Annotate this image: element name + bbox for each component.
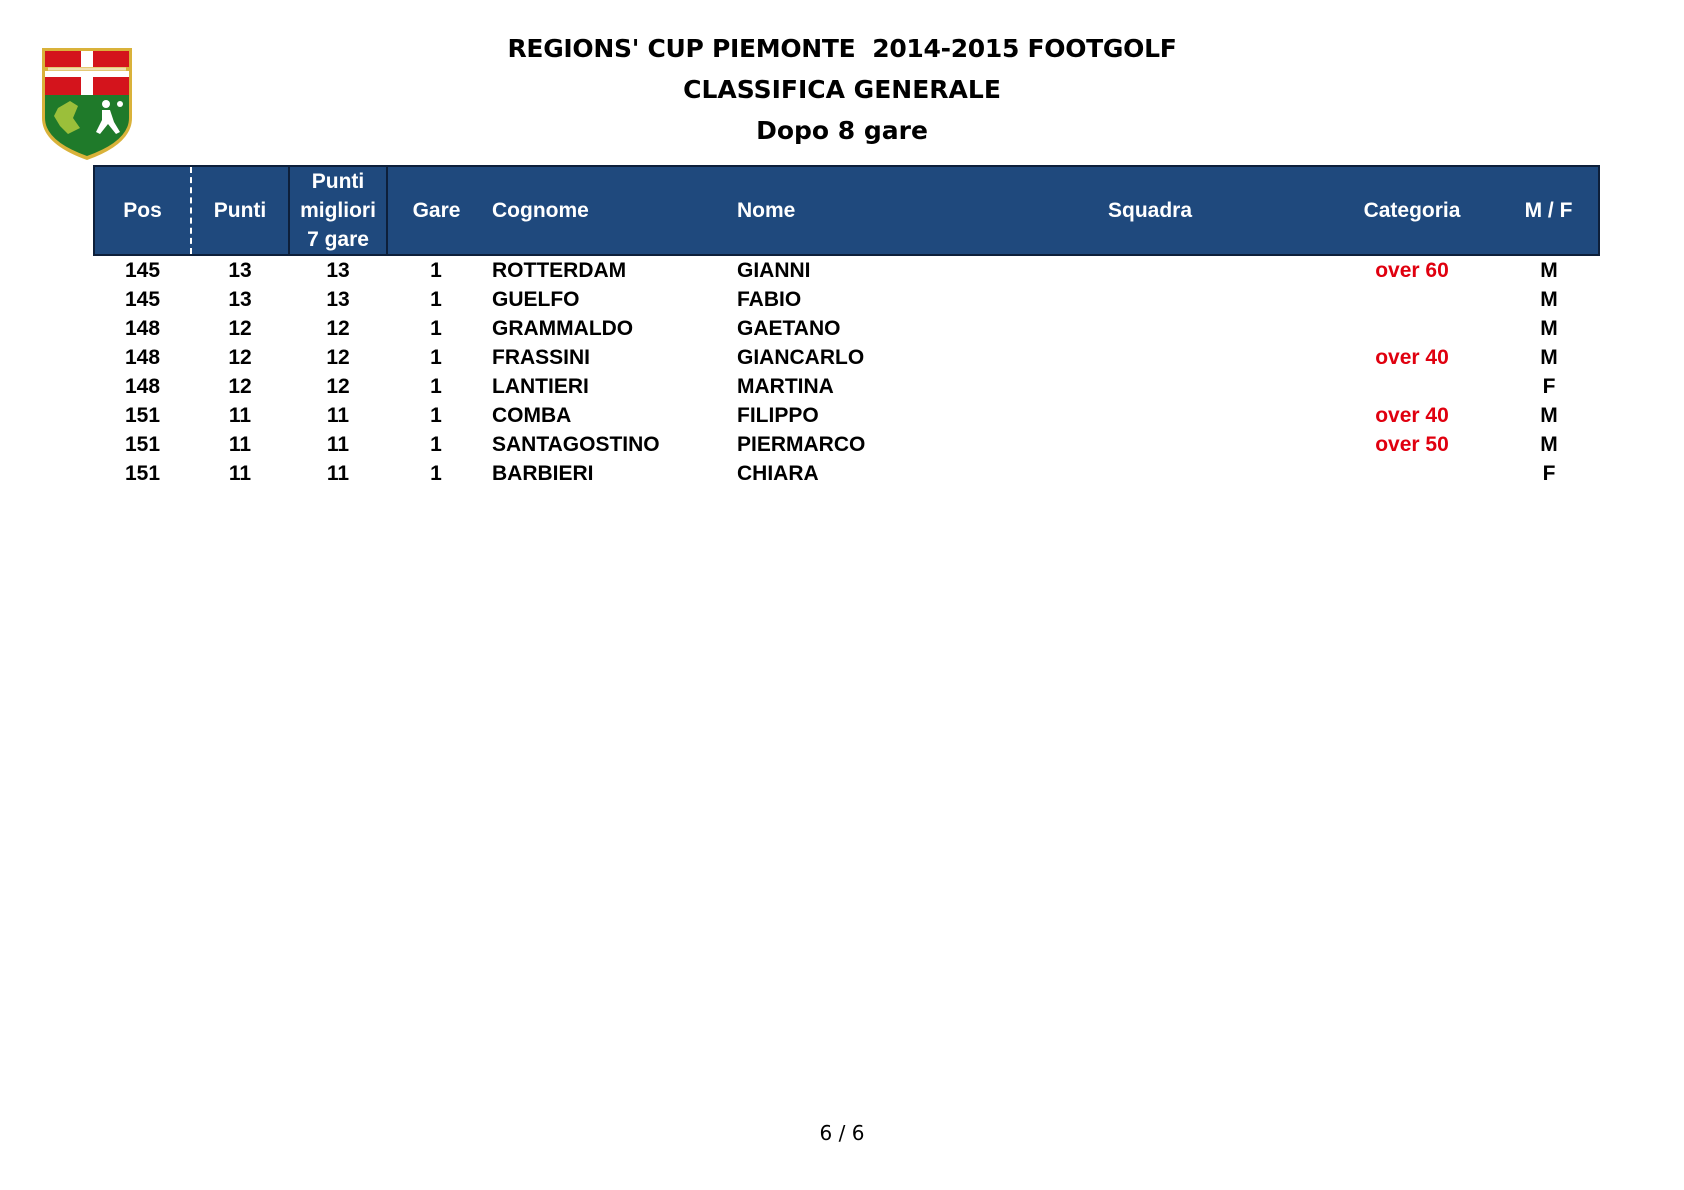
cell-squadra — [975, 314, 1325, 343]
cell-squadra — [975, 372, 1325, 401]
cell-categoria: over 40 — [1375, 346, 1449, 369]
cell-cognome: BARBIERI — [492, 462, 594, 485]
cell-nome: GIANNI — [737, 259, 811, 282]
cell-cognome: GUELFO — [492, 288, 580, 311]
table-row — [94, 255, 1599, 285]
cell-nome: GIANCARLO — [737, 346, 865, 369]
table-row — [94, 285, 1599, 314]
cell-mf: M — [1540, 317, 1558, 340]
col-header-punti-migliori-line3: 7 gare — [307, 228, 369, 251]
cell-punti-migliori: 11 — [326, 433, 350, 456]
col-header-pos: Pos — [94, 166, 191, 255]
cell-mf: F — [1542, 375, 1556, 398]
page-number: 6 / 6 — [819, 1121, 865, 1145]
cell-pos: 148 — [124, 375, 161, 398]
col-header-cognome: Cognome — [485, 166, 730, 255]
cell-cognome: LANTIERI — [492, 375, 589, 398]
cell-mf: M — [1540, 433, 1558, 456]
cell-punti: 12 — [228, 375, 252, 398]
cell-nome: FILIPPO — [737, 404, 819, 427]
cell-pos: 145 — [124, 288, 161, 311]
cell-squadra — [975, 401, 1325, 430]
cell-punti-migliori: 11 — [326, 404, 350, 427]
cell-squadra — [975, 459, 1325, 488]
cell-cognome: FRASSINI — [492, 346, 591, 369]
col-header-punti-migliori — [289, 166, 387, 255]
cell-gare: 1 — [430, 375, 442, 398]
cell-nome: CHIARA — [737, 462, 819, 485]
cell-punti-migliori: 11 — [326, 462, 350, 485]
cell-categoria — [1325, 459, 1499, 488]
cell-nome: MARTINA — [737, 375, 834, 398]
cell-squadra — [975, 255, 1325, 285]
col-header-mf: M / F — [1499, 166, 1599, 255]
cell-categoria — [1325, 314, 1499, 343]
cell-punti-migliori: 12 — [326, 375, 350, 398]
cell-punti: 13 — [228, 288, 252, 311]
cell-mf: M — [1540, 288, 1558, 311]
cell-nome: GAETANO — [737, 317, 841, 340]
col-header-nome: Nome — [730, 166, 975, 255]
cell-pos: 151 — [124, 433, 161, 456]
cell-categoria: over 60 — [1375, 259, 1449, 282]
cell-categoria — [1325, 372, 1499, 401]
cell-gare: 1 — [430, 288, 442, 311]
cell-gare: 1 — [430, 317, 442, 340]
subtitle-dopo-gare: Dopo 8 gare — [756, 116, 928, 145]
cell-squadra — [975, 430, 1325, 459]
cell-nome: FABIO — [737, 288, 802, 311]
cell-categoria: over 40 — [1375, 404, 1449, 427]
table-row — [94, 372, 1599, 401]
cell-cognome: COMBA — [492, 404, 572, 427]
cell-gare: 1 — [430, 404, 442, 427]
main-title: REGIONS' CUP PIEMONTE 2014-2015 FOOTGOLF — [507, 34, 1177, 63]
cell-nome: PIERMARCO — [737, 433, 866, 456]
cell-punti-migliori: 12 — [326, 346, 350, 369]
cell-mf: F — [1542, 462, 1556, 485]
col-header-squadra: Squadra — [975, 166, 1325, 255]
cell-cognome: SANTAGOSTINO — [492, 433, 660, 456]
col-header-punti: Punti — [191, 166, 289, 255]
cell-squadra — [975, 343, 1325, 372]
table-row — [94, 314, 1599, 343]
cell-punti-migliori: 13 — [326, 259, 350, 282]
cell-punti-migliori: 12 — [326, 317, 350, 340]
cell-mf: M — [1540, 259, 1558, 282]
table-row — [94, 401, 1599, 430]
cell-gare: 1 — [430, 462, 442, 485]
cell-gare: 1 — [430, 259, 442, 282]
cell-punti: 11 — [228, 433, 252, 456]
cell-pos: 148 — [124, 317, 161, 340]
cell-mf: M — [1540, 346, 1558, 369]
cell-punti: 13 — [228, 259, 252, 282]
col-header-categoria: Categoria — [1325, 166, 1499, 255]
cell-pos: 148 — [124, 346, 161, 369]
document-header — [0, 28, 1684, 151]
cell-cognome: ROTTERDAM — [492, 259, 627, 282]
cell-squadra — [975, 285, 1325, 314]
col-header-punti-migliori-line2: migliori — [300, 199, 376, 222]
col-header-punti-migliori-line1: Punti — [311, 170, 365, 193]
cell-pos: 145 — [124, 259, 161, 282]
cell-punti: 11 — [228, 404, 252, 427]
table-row — [94, 430, 1599, 459]
table-row — [94, 343, 1599, 372]
cell-pos: 151 — [124, 404, 161, 427]
cell-punti-migliori: 13 — [326, 288, 350, 311]
cell-categoria: over 50 — [1375, 433, 1449, 456]
cell-punti: 11 — [228, 462, 252, 485]
cell-pos: 151 — [124, 462, 161, 485]
cell-mf: M — [1540, 404, 1558, 427]
cell-punti: 12 — [228, 346, 252, 369]
cell-gare: 1 — [430, 346, 442, 369]
table-row — [94, 459, 1599, 488]
table-header-row — [94, 166, 1599, 255]
cell-cognome: GRAMMALDO — [492, 317, 634, 340]
cell-punti: 12 — [228, 317, 252, 340]
standings-table — [93, 165, 1600, 488]
subtitle-classifica: CLASSIFICA GENERALE — [683, 75, 1001, 104]
col-header-gare: Gare — [387, 166, 485, 255]
cell-gare: 1 — [430, 433, 442, 456]
cell-categoria — [1325, 285, 1499, 314]
